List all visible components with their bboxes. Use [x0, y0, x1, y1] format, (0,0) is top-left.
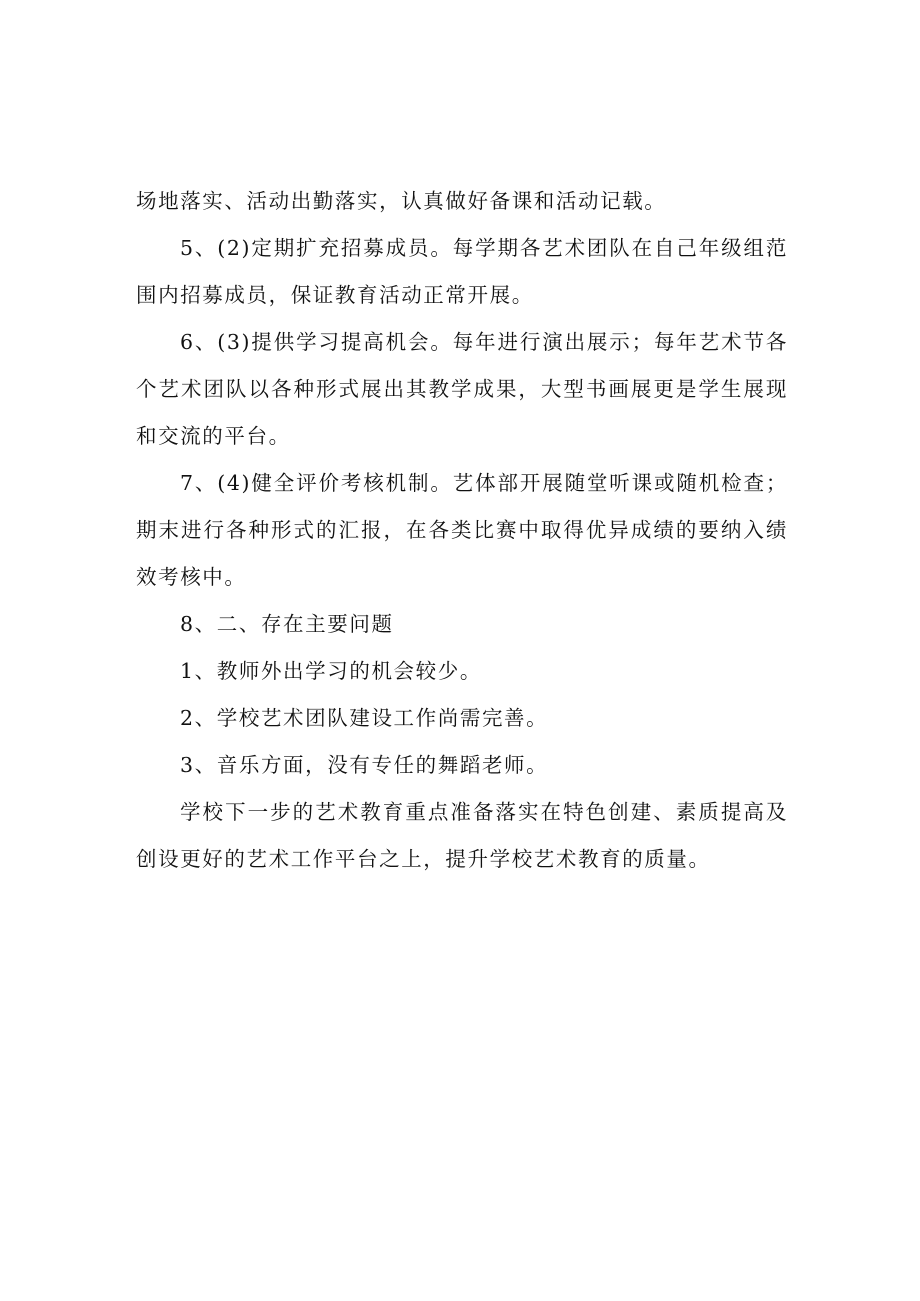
document-body [136, 178, 788, 883]
problem-item-1: 1、教师外出学习的机会较少。 [180, 659, 482, 683]
paragraph-item-7: 7、(4)健全评价考核机制。艺体部开展随堂听课或随机检查；期末进行各种形式的汇报，在各类比赛中取得优异成绩的要纳入绩效考核中。 [136, 471, 788, 589]
problem-item-3: 3、音乐方面，没有专任的舞蹈老师。 [180, 753, 549, 777]
paragraph-item-6: 6、(3)提供学习提高机会。每年进行演出展示；每年艺术节各个艺术团队以各种形式展出其教学成果，大型书画展更是学生展现和交流的平台。 [136, 330, 788, 448]
paragraph-item-5: 5、(2)定期扩充招募成员。每学期各艺术团队在自己年级组范围内招募成员，保证教育活动正常开展。 [136, 236, 788, 307]
paragraph-next-steps: 学校下一步的艺术教育重点准备落实在特色创建、素质提高及创设更好的艺术工作平台之上，提升学校艺术教育的质量。 [136, 800, 788, 871]
paragraph-continuation: 场地落实、活动出勤落实，认真做好备课和活动记载。 [136, 189, 667, 213]
section-heading-problems: 8、二、存在主要问题 [180, 612, 394, 636]
problem-item-2: 2、学校艺术团队建设工作尚需完善。 [180, 706, 549, 730]
